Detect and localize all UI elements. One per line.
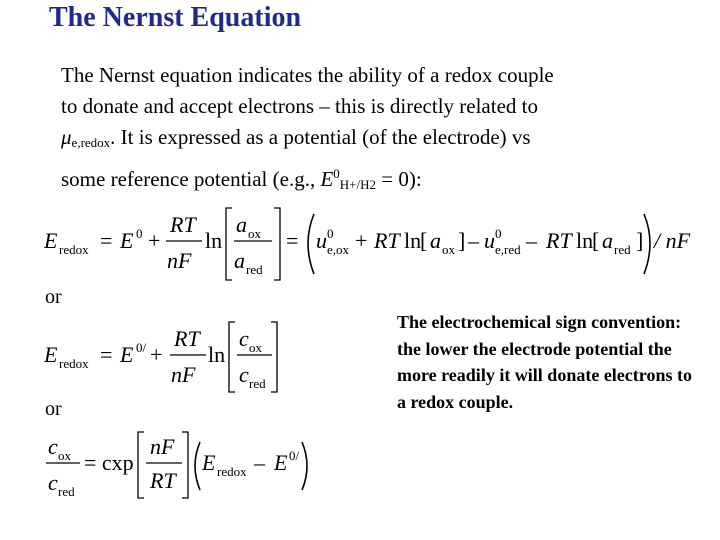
- intro-line-2: to donate and accept electrons – this is directly related to: [61, 94, 538, 118]
- eq2-redox-sub: redox: [59, 356, 89, 371]
- intro-line-1: The Nernst equation indicates the ability of a redox couple: [61, 63, 554, 87]
- eq3-E0-sup: 0/: [289, 448, 300, 463]
- eq3-E0: E: [274, 450, 288, 475]
- eq2-plus: +: [150, 342, 163, 367]
- eq1-u-ox-sup: 0: [327, 226, 334, 241]
- reference-potential-superscript: 0: [333, 166, 340, 181]
- intro-line-4-end: = 0):: [376, 167, 422, 191]
- eq2-ln: ln: [208, 342, 226, 367]
- eq1-E: E: [44, 228, 58, 253]
- eq1-rbracket-3: ]: [636, 228, 644, 253]
- eq2-right-bracket: [271, 322, 277, 392]
- eq1-rbracket-2: ]: [458, 228, 466, 253]
- eq1-ln-3: ln: [576, 228, 594, 253]
- eq1-left-paren: [308, 214, 314, 274]
- eq1-a-ox: a: [236, 212, 247, 237]
- eq3-left-bracket: [138, 432, 144, 498]
- eq3-ox-sub: ox: [58, 448, 71, 463]
- eq1-u-red: u: [484, 228, 495, 253]
- eq3-RT: RT: [150, 468, 176, 493]
- eq3-right-paren: [302, 442, 307, 490]
- intro-line-3-text: . It is expressed as a potential (of the electrode) vs: [110, 125, 531, 149]
- eq1-E0: E: [120, 228, 134, 253]
- eq2-equals: =: [100, 342, 113, 367]
- eq2-ox-sub: ox: [249, 340, 262, 355]
- eq3-nF: nF: [150, 434, 175, 459]
- eq2-E0-sup: 0/: [136, 340, 147, 355]
- nernst-equation-exponential: [40, 426, 320, 502]
- eq2-left-bracket: [229, 322, 235, 392]
- eq3-c-red: c: [48, 470, 58, 495]
- eq2-red-sub: red: [249, 376, 266, 391]
- eq3-left-paren: [195, 442, 200, 490]
- eq1-minus: –: [468, 228, 479, 253]
- eq1-a-ox-2: a: [430, 228, 441, 253]
- eq1-a-red: a: [234, 248, 245, 273]
- nernst-equation-concentration: [40, 316, 280, 396]
- eq1-ln: ln: [205, 228, 223, 253]
- reference-potential-subscript: H+/H2: [339, 177, 377, 192]
- intro-paragraph: [61, 60, 661, 200]
- eq1-slash-nF: / nF: [654, 228, 691, 253]
- eq1-lbracket-2: [: [420, 228, 428, 253]
- eq3-minus: –: [254, 450, 265, 475]
- eq1-equals-2: =: [286, 228, 299, 253]
- mu-symbol: μ: [61, 125, 72, 149]
- eq1-red-sub: red: [246, 262, 263, 277]
- eq1-nF: nF: [167, 248, 192, 273]
- eq1-red-sub-2: red: [614, 242, 631, 257]
- intro-line-3: [61, 122, 661, 158]
- eq1-ox-sub: ox: [248, 226, 261, 241]
- eq1-lbracket-3: [: [592, 228, 600, 253]
- eq1-a-red-2: a: [602, 228, 613, 253]
- eq2-E0: E: [120, 342, 134, 367]
- eq2-nF: nF: [171, 362, 196, 387]
- eq1-u-red-sup: 0: [495, 226, 502, 241]
- eq2-RT: RT: [174, 326, 200, 351]
- eq2-E: E: [44, 342, 58, 367]
- eq3-cexp: = cxp: [84, 450, 134, 475]
- eq1-E0-sup: 0: [136, 226, 143, 241]
- eq1-right-bracket: [274, 208, 280, 280]
- eq1-ox-sub-2: ox: [442, 242, 455, 257]
- eq3-E: E: [202, 450, 216, 475]
- eq1-left-bracket: [226, 208, 232, 280]
- eq1-RT-3: RT: [546, 228, 572, 253]
- eq1-plus: +: [148, 228, 161, 253]
- intro-line-4-start: some reference potential (e.g.,: [61, 167, 321, 191]
- eq2-c-red: c: [239, 362, 249, 387]
- eq1-u-red-sub: e,red: [495, 242, 521, 257]
- eq1-equals: =: [100, 228, 113, 253]
- eq1-u-ox: u: [316, 228, 327, 253]
- eq1-u-ox-sub: e,ox: [327, 242, 350, 257]
- eq1-plus-2: +: [355, 228, 368, 253]
- or-label-2: or: [45, 398, 62, 420]
- intro-line-4: [61, 158, 661, 200]
- page-title: The Nernst Equation: [49, 2, 302, 33]
- or-label-1: or: [45, 286, 62, 308]
- eq1-RT: RT: [170, 212, 196, 237]
- eq3-red-sub: red: [58, 484, 75, 499]
- eq2-c-ox: c: [239, 326, 249, 351]
- sign-convention-note: The electrochemical sign convention: the lower the electrode potential the more readily it will donate electrons to a redox couple.: [397, 312, 692, 412]
- eq1-RT-2: RT: [374, 228, 400, 253]
- eq1-ln-2: ln: [404, 228, 422, 253]
- reference-potential-symbol: E: [320, 167, 334, 191]
- eq3-redox-sub: redox: [217, 464, 247, 479]
- mu-subscript: e,redox: [71, 135, 111, 150]
- nernst-equation-activity: [40, 198, 710, 288]
- eq1-redox-sub: redox: [59, 242, 89, 257]
- eq1-right-paren: [644, 214, 650, 274]
- eq1-minus-2: –: [526, 228, 537, 253]
- eq3-right-bracket: [182, 432, 188, 498]
- eq3-c-ox: c: [48, 434, 58, 459]
